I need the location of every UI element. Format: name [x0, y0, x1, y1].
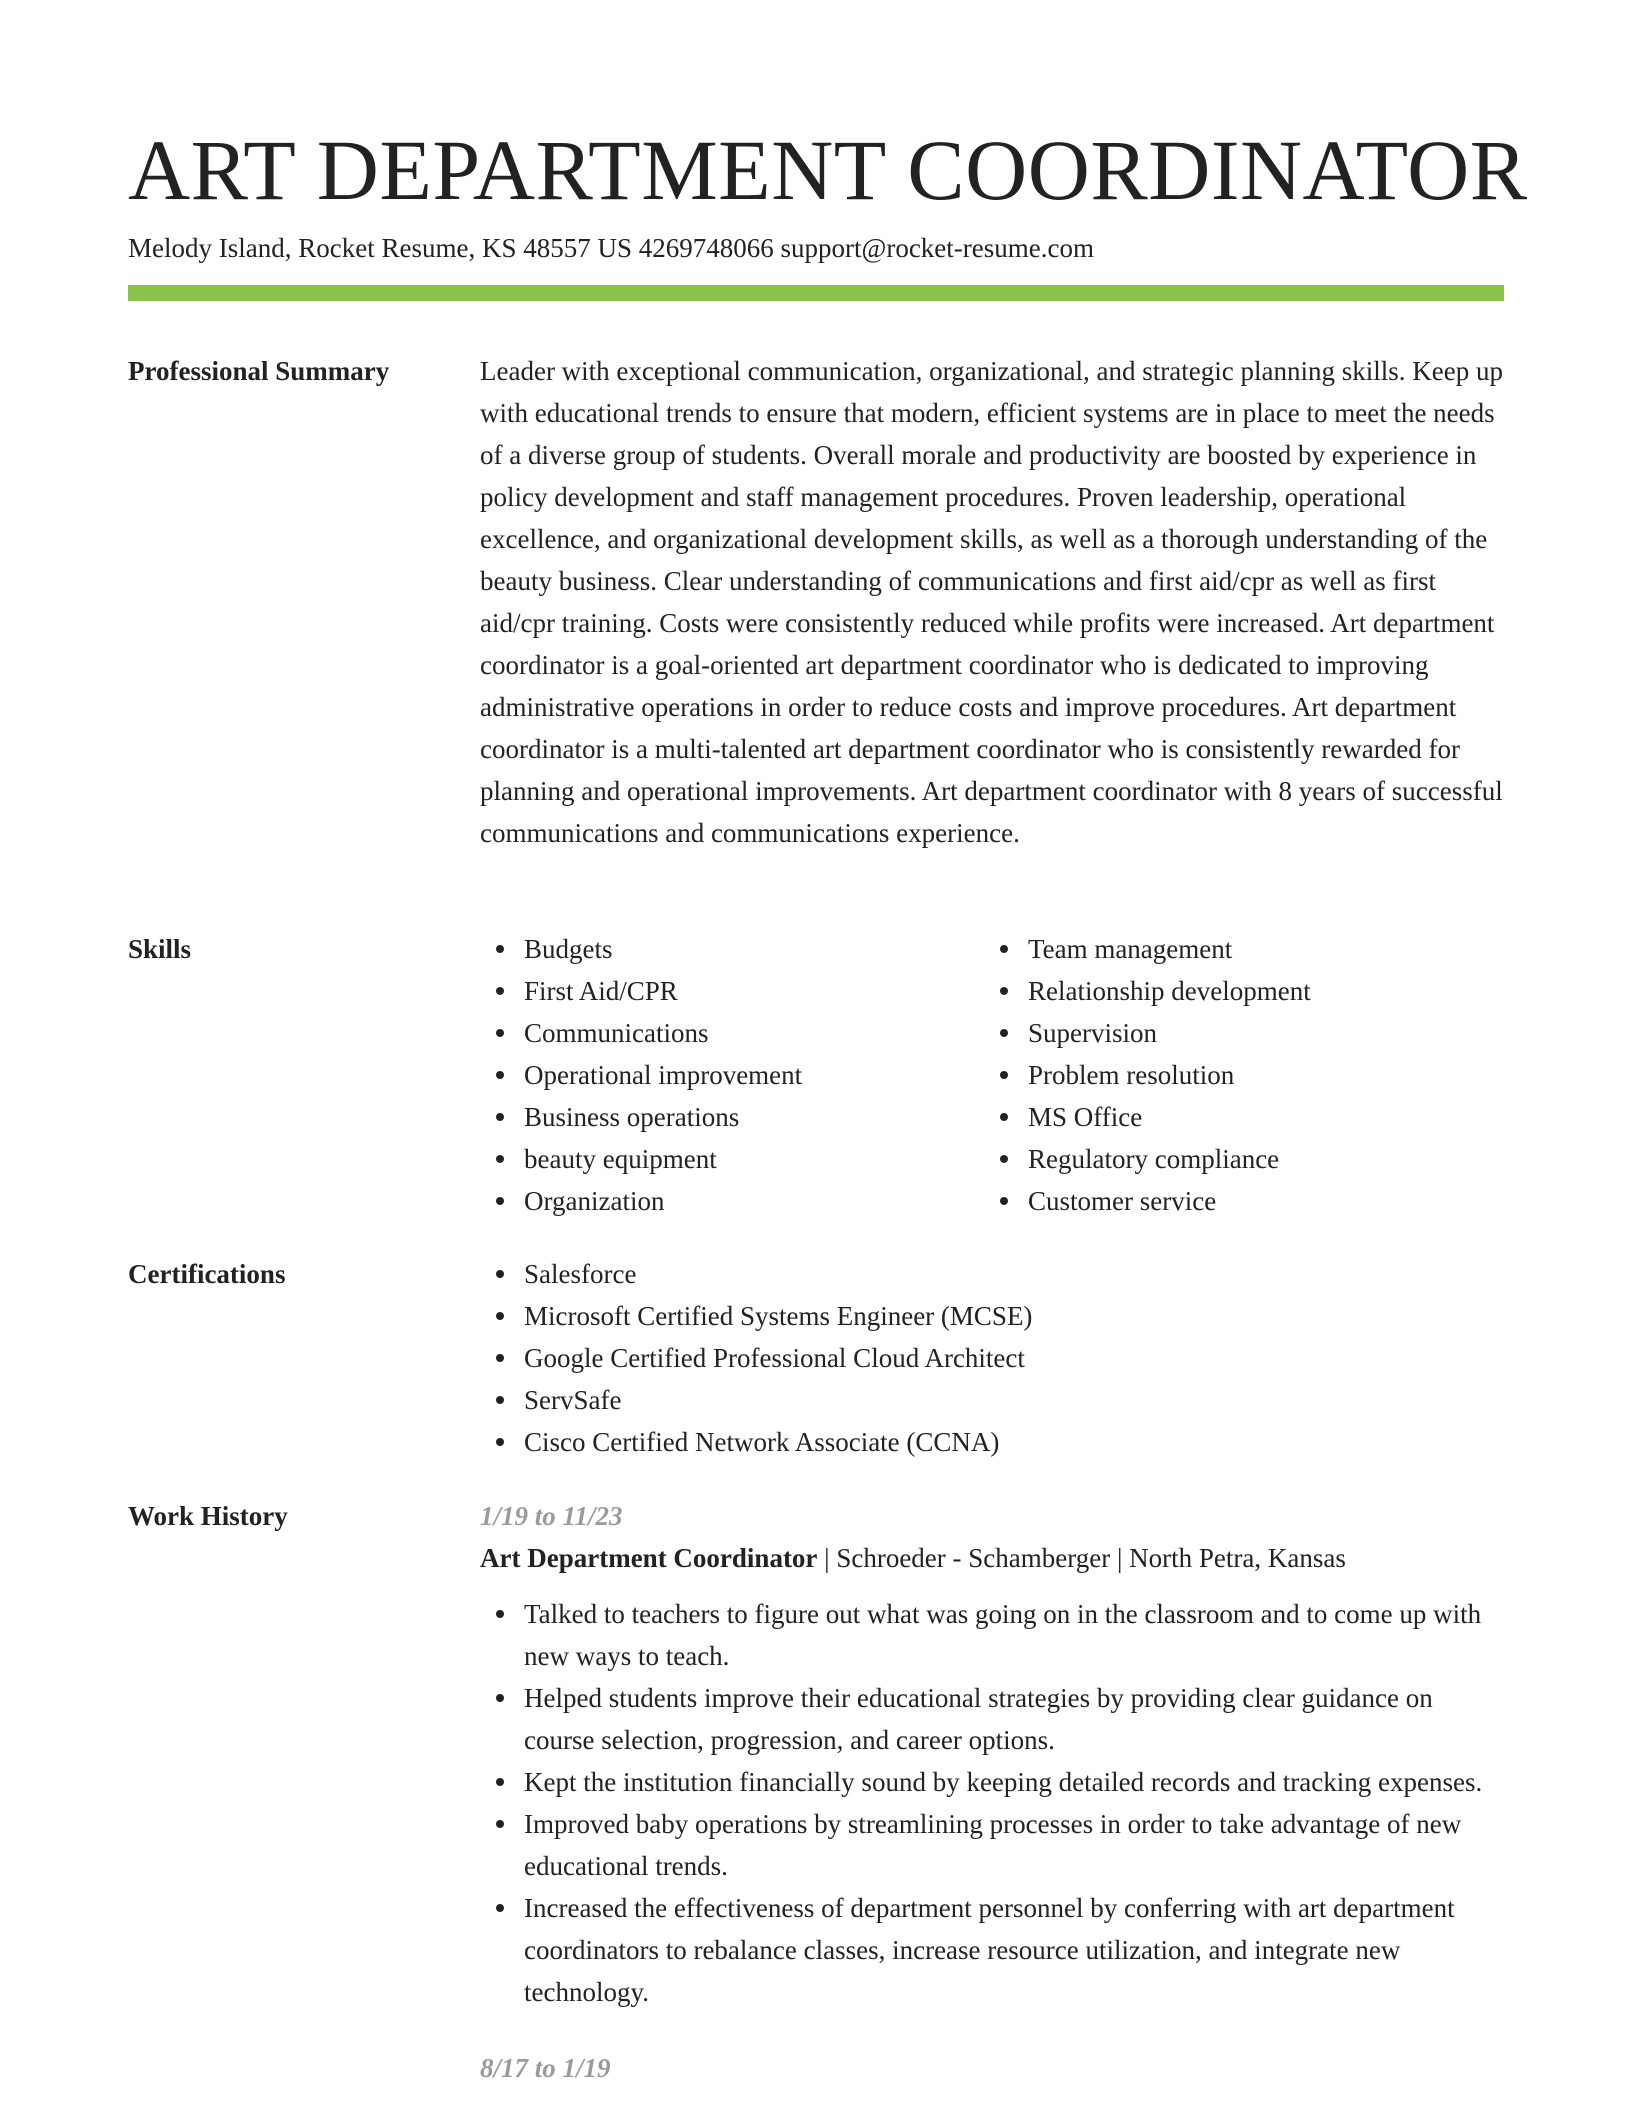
skill-item: Relationship development [1028, 970, 1488, 1012]
skill-item: Customer service [1028, 1180, 1488, 1222]
skill-item: Budgets [524, 928, 984, 970]
certifications-heading: Certifications [128, 1259, 286, 1289]
accent-divider [128, 285, 1504, 301]
contact-line: Melody Island, Rocket Resume, KS 48557 US 4269748066 support@rocket-resume.com [128, 233, 1094, 263]
skill-item: Supervision [1028, 1012, 1488, 1054]
skills-columns [480, 928, 1504, 1222]
job-company-location: | Schroeder - Schamberger | North Petra, Kansas [817, 1543, 1346, 1573]
skill-item: beauty equipment [524, 1138, 984, 1180]
summary-text: Leader with exceptional communication, organizational, and strategic planning skills. Keep up with educational trends to ensure that modern, efficient systems are in place to meet the needs of a diverse group of students. Overall morale and productivity are boosted by experience in policy development and staff management procedures. Proven leadership, operational excellence, and organizational development skills, as well as a thorough understanding of the beauty business. Clear understanding of communications and first aid/cpr as well as first aid/cpr training. Costs were consistently reduced while profits were increased. Art department coordinator is a goal-oriented art department coordinator who is dedicated to improving administrative operations in order to reduce costs and improve procedures. Art department coordinator is a multi-talented art department coordinator who is consistently rewarded for planning and operational improvements. Art department coordinator with 8 years of successful communications and communications experience. [480, 356, 1503, 848]
skill-item: MS Office [1028, 1096, 1488, 1138]
job-bullet-item: Kept the institution financially sound by keeping detailed records and tracking expenses. [524, 1761, 1504, 1803]
summary-body [480, 350, 1504, 854]
skill-item: Communications [524, 1012, 984, 1054]
skills-list-right [984, 928, 1488, 1222]
skill-item: Operational improvement [524, 1054, 984, 1096]
skills-list-left [480, 928, 984, 1222]
summary-heading: Professional Summary [128, 356, 390, 386]
job-bullets [480, 1593, 1504, 2013]
skills-heading: Skills [128, 934, 192, 964]
job-bullet-item: Helped students improve their educational strategies by providing clear guidance on course selection, progression, and career options. [524, 1677, 1504, 1761]
certification-item: Salesforce [524, 1253, 1504, 1295]
skill-item: Team management [1028, 928, 1488, 970]
skill-item: First Aid/CPR [524, 970, 984, 1012]
certifications-body [480, 1253, 1504, 1463]
certification-item: ServSafe [524, 1379, 1504, 1421]
certification-item: Microsoft Certified Systems Engineer (MCSE) [524, 1295, 1504, 1337]
job-bullet-item: Improved baby operations by streamlining processes in order to take advantage of new educational trends. [524, 1803, 1504, 1887]
skills-body [480, 928, 1504, 1222]
certification-item: Cisco Certified Network Associate (CCNA) [524, 1421, 1504, 1463]
job-entry [480, 2047, 1504, 2089]
job-dates: 1/19 to 11/23 [480, 1501, 623, 1531]
job-title: Art Department Coordinator [480, 1543, 818, 1573]
work-history-heading: Work History [128, 1501, 288, 1531]
job-dates: 8/17 to 1/19 [480, 2053, 611, 2083]
skill-item: Organization [524, 1180, 984, 1222]
job-bullet-item: Talked to teachers to figure out what was going on in the classroom and to come up with new ways to teach. [524, 1593, 1504, 1677]
skills-column-left [480, 928, 984, 1222]
certifications-list [480, 1253, 1504, 1463]
skill-item: Regulatory compliance [1028, 1138, 1488, 1180]
skills-column-right [984, 928, 1488, 1222]
certification-item: Google Certified Professional Cloud Architect [524, 1337, 1504, 1379]
job-bullet-item: Increased the effectiveness of department personnel by conferring with art department coordinators to rebalance classes, increase resource utilization, and integrate new technology. [524, 1887, 1504, 2013]
work-history-body [480, 1495, 1504, 2089]
skill-item: Problem resolution [1028, 1054, 1488, 1096]
job-entry [480, 1495, 1504, 2013]
job-heading [480, 1537, 1504, 1579]
skill-item: Business operations [524, 1096, 984, 1138]
resume-title: ART DEPARTMENT COORDINATOR [128, 122, 1528, 218]
